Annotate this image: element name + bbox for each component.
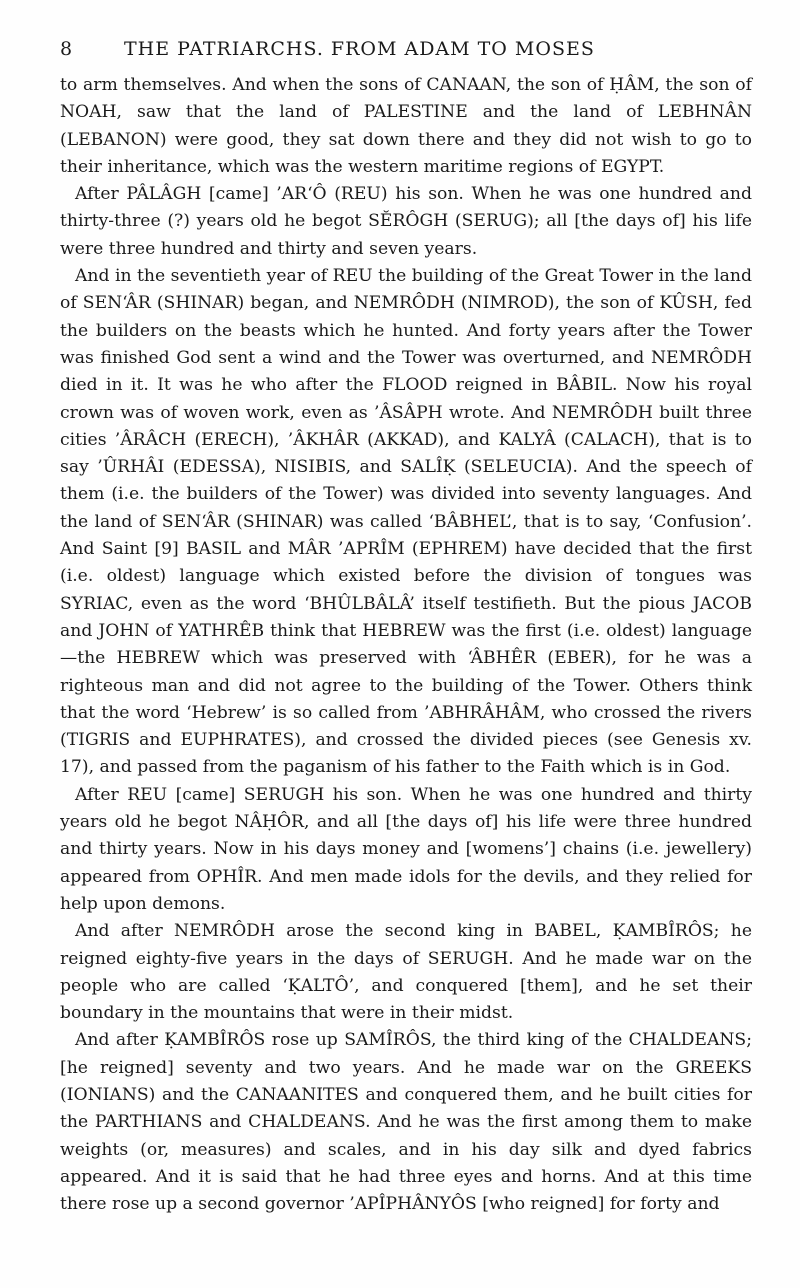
paragraph: And in the seventieth year of REU the building of the Great Tower in the land of SEN‘ÂR (SHINAR) began, and NEMRÔDH (NIMROD), the son of KÛSH, fed the builders on the beasts which he hunted. And forty years after the Tower was finished God sent a wind and the Tower was overturned, and NEMRÔDH died in it. It was he who after the FLOOD reigned in BÂBIL. Now his royal crown was of woven work, even as ’ÂSÂPH wrote. And NEMRÔDH built three cities ’ÂRÂCH (ERECH), ’ÂKHÂR (AKKAD), and KALYÂ (CALACH), that is to say ’ÛRHÂI (EDESSA), NISIBIS, and SALÎḲ (SELEUCIA). And the speech of them (i.e. the builders of the Tower) was divided into seventy languages. And the land of SEN‘ÂR (SHINAR) was called ‘BÂBHEL’, that is to say, ‘Confusion’. And Saint [9] BASIL and MÂR ’APRÎM (EPHREM) have decided that the first (i.e. oldest) language which existed before the division of tongues was SYRIAC, even as the word ‘BHÛLBÂLÂ’ itself testifieth. But the pious JACOB and JOHN of YATHRÊB think that HEBREW was the first (i.e. oldest) language—the HEBREW which was preserved with ‘ÂBHÊR (EBER), for he was a righteous man and did not agree to the building of the Tower. Others think that the word ‘Hebrew’ is so called from ’ABHRÂHÂM, who crossed the rivers (TIGRIS and EUPHRATES), and crossed the divided pieces (see Genesis xv. 17), and passed from the paganism of his father to the Faith which is in God. [60,266,752,778]
running-title: THE PATRIARCHS. FROM ADAM TO MOSES [124,38,595,60]
page-number: 8 [60,38,73,60]
paragraph: to arm themselves. And when the sons of CANAAN, the son of ḤÂM, the son of NOAH, saw that the land of PALESTINE and the land of LEBHNÂN (LEBANON) were good, they sat down there and they did not wish to go to their inheritance, which was the western maritime regions of EGYPT. [60,75,752,177]
book-page [60,38,752,1218]
paragraph: And after NEMRÔDH arose the second king in BABEL, ḲAMBÎRÔS; he reigned eighty-five years in the days of SERUGH. And he made war on the people who are called ‘ḲALTÔ’, and conquered [them], and he set their boundary in the mountains that were in their midst. [60,921,752,1024]
paragraph: After REU [came] SERUGH his son. When he was one hundred and thirty years old he begot NÂḤÔR, and all [the days of] his life were three hundred and thirty years. Now in his days money and [womens’] chains (i.e. jewellery) appeared from OPHÎR. And men made idols for the devils, and they relied for help upon demons. [60,784,752,914]
paragraph: And after ḲAMBÎRÔS rose up SAMÎRÔS, the third king of the CHALDEANS; [he reigned] seventy and two years. And he made war on the GREEKS (IONIANS) and the CANAANITES and conquered them, and he built cities for the PARTHIANS and CHALDEANS. And he was the first among them to make weights (or, measures) and scales, and in his day silk and dyed fabrics appeared. And it is said that he had three eyes and horns. And at this time there rose up a second governor ’APÎPHÂNYÔS [who reigned] for forty and [60,1030,752,1215]
body-text [60,72,752,1218]
paragraph: After PÂLÂGH [came] ’AR‘Ô (REU) his son. When he was one hundred and thirty-three (?) years old he begot SĔRÔGH (SERUG); all [the days of] his life were three hundred and thirty and seven years. [60,184,752,259]
running-head [60,38,752,60]
